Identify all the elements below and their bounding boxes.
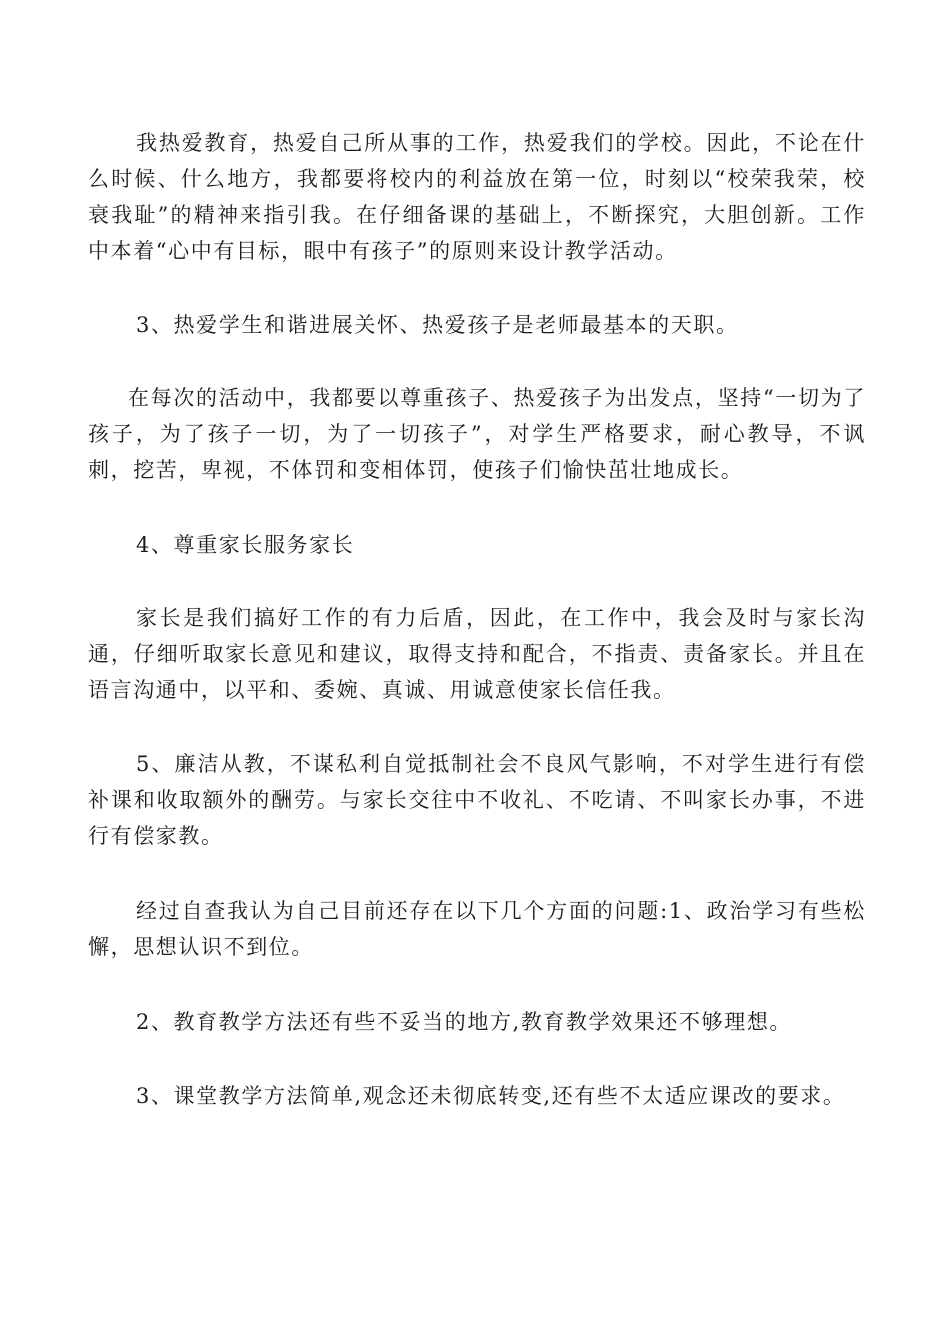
paragraph-point-3-heading: 3、热爱学生和谐进展关怀、热爱孩子是老师最基本的天职。 bbox=[136, 313, 739, 337]
paragraph-self-inspection: 经过自查我认为自己目前还存在以下几个方面的问题:1、政治学习有些松懈，思想认识不到位。 bbox=[88, 899, 866, 959]
paragraph-respect-children: 在每次的活动中，我都要以尊重孩子、热爱孩子为出发点，坚持“一切为了孩子，为了孩子一切，为了一切孩子”，对学生严格要求，耐心教导，不讽刺，挖苦，卑视，不体罚和变相体罚，使孩子们愉快茁壮地成长。 bbox=[88, 386, 866, 482]
paragraph-point-5-integrity: 5、廉洁从教，不谋私利自觉抵制社会不良风气影响，不对学生进行有偿补课和收取额外的酬劳。与家长交往中不收礼、不吃请、不叫家长办事，不进行有偿家教。 bbox=[88, 752, 866, 848]
paragraph-problem-3: 3、课堂教学方法简单,观念还未彻底转变,还有些不太适应课改的要求。 bbox=[136, 1084, 846, 1108]
paragraph-point-4-heading: 4、尊重家长服务家长 bbox=[136, 533, 355, 557]
paragraph-parent-communication: 家长是我们搞好工作的有力后盾，因此，在工作中，我会及时与家长沟通，仔细听取家长意见和建议，取得支持和配合，不指责、责备家长。并且在语言沟通中，以平和、委婉、真诚、用诚意使家长信任我。 bbox=[88, 606, 866, 702]
paragraph-love-of-education: 我热爱教育，热爱自己所从事的工作，热爱我们的学校。因此，不论在什么时候、什么地方，我都要将校内的利益放在第一位，时刻以“校荣我荣，校衰我耻”的精神来指引我。在仔细备课的基础上，不断探究，大胆创新。工作中本着“心中有目标，眼中有孩子”的原则来设计教学活动。 bbox=[88, 131, 866, 263]
paragraph-problem-2: 2、教育教学方法还有些不妥当的地方,教育教学效果还不够理想。 bbox=[136, 1010, 793, 1034]
